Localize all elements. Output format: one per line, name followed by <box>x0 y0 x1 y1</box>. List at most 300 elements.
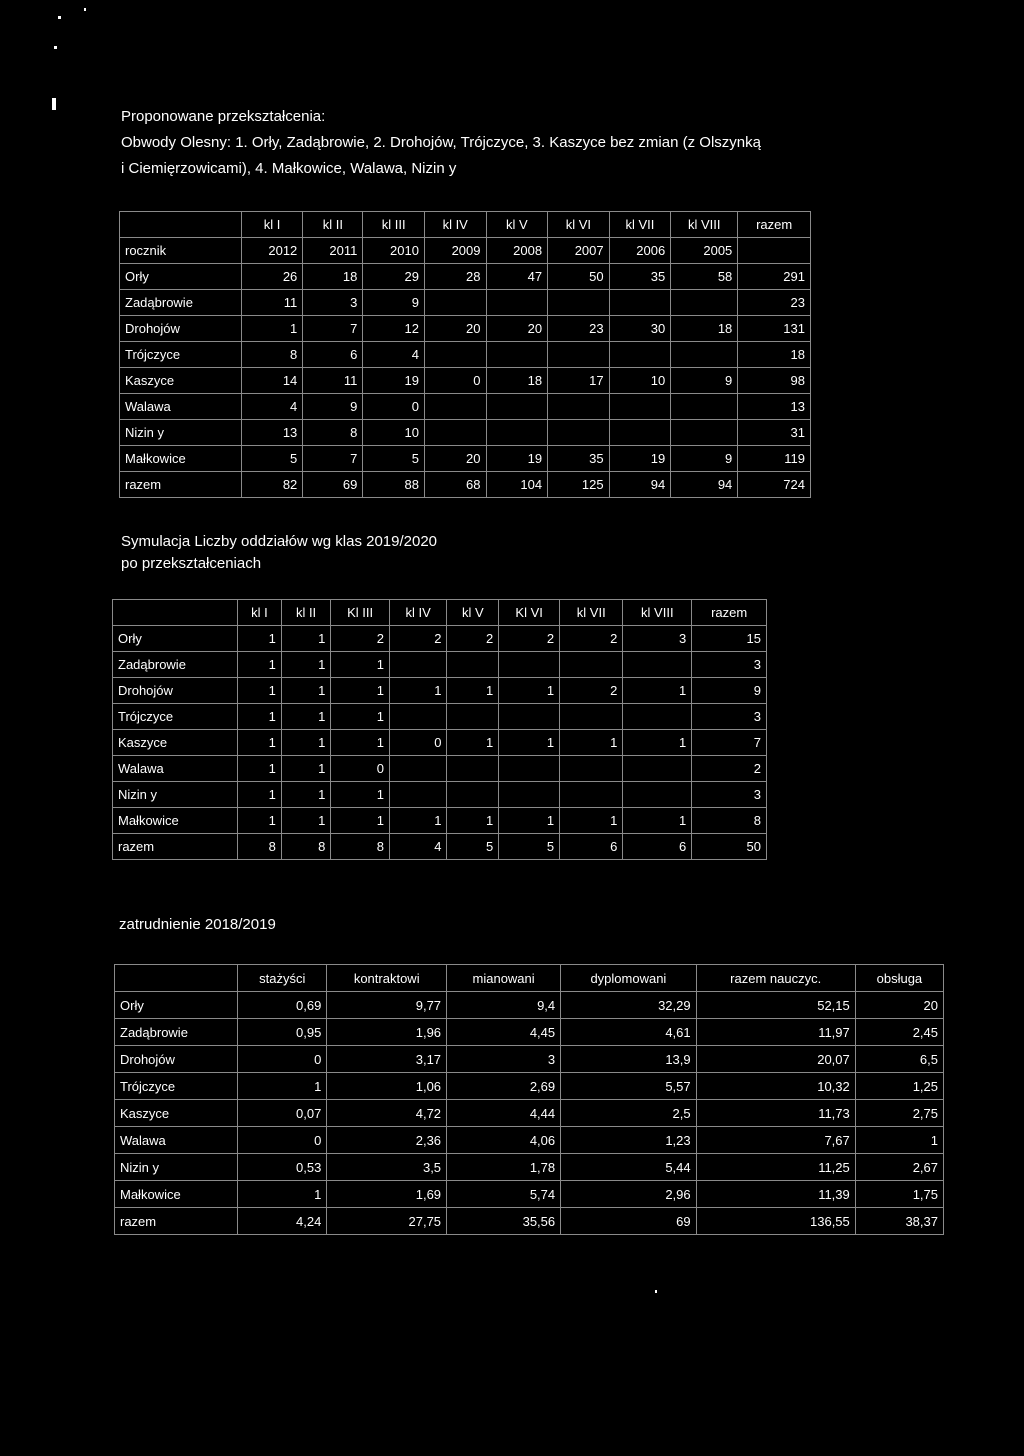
table-cell: 5 <box>447 834 499 860</box>
table-cell: 69 <box>303 472 363 498</box>
table-cell: 10 <box>609 368 671 394</box>
column-header <box>115 965 238 992</box>
simulation-caption-line-2: po przekształceniach <box>121 555 262 572</box>
column-header: kl VIII <box>623 600 692 626</box>
table-row <box>120 342 811 368</box>
table-row <box>120 368 811 394</box>
table-cell: 2 <box>389 626 447 652</box>
table-row <box>113 704 767 730</box>
table-cell <box>623 756 692 782</box>
table-cell <box>671 394 738 420</box>
table-row <box>113 782 767 808</box>
table-cell <box>609 342 671 368</box>
table-cell <box>499 704 560 730</box>
table-cell: 20 <box>424 446 486 472</box>
table-cell: 23 <box>738 290 811 316</box>
table-cell <box>623 782 692 808</box>
row-label: Drohojów <box>120 316 242 342</box>
table-cell: 2,36 <box>327 1127 447 1154</box>
table-cell: 26 <box>241 264 303 290</box>
intro-line-1: Obwody Olesny: 1. Orły, Zadąbrowie, 2. Drohojów, Trójczyce, 3. Kaszyce bez zmian (z Olszynką <box>121 134 761 151</box>
table-cell: 1 <box>241 316 303 342</box>
scan-speck <box>655 1290 657 1293</box>
table-cell: 8 <box>692 808 767 834</box>
table-cell: 1 <box>447 678 499 704</box>
row-label: Orły <box>115 992 238 1019</box>
table-cell <box>486 290 548 316</box>
table-cell: 1 <box>281 626 330 652</box>
table-cell: 104 <box>486 472 548 498</box>
table-cell: 32,29 <box>561 992 696 1019</box>
row-label: Kaszyce <box>120 368 242 394</box>
table-cell <box>499 756 560 782</box>
table-cell: 1 <box>623 808 692 834</box>
table-cell: 19 <box>363 368 425 394</box>
table-cell: 0,69 <box>238 992 327 1019</box>
row-label: Małkowice <box>115 1181 238 1208</box>
table-cell: 13 <box>738 394 811 420</box>
table-row <box>113 626 767 652</box>
table-cell: 1,75 <box>855 1181 943 1208</box>
table-cell: 1,23 <box>561 1127 696 1154</box>
table-cell <box>424 342 486 368</box>
table-row <box>120 394 811 420</box>
table-cell: 18 <box>303 264 363 290</box>
column-header <box>113 600 238 626</box>
table-cell: 8 <box>281 834 330 860</box>
table-cell: 3 <box>692 652 767 678</box>
table-cell: 31 <box>738 420 811 446</box>
table-cell: 2008 <box>486 238 548 264</box>
table-cell: 3 <box>692 782 767 808</box>
intro-text <box>121 104 921 182</box>
table-row <box>113 834 767 860</box>
table-cell: 2006 <box>609 238 671 264</box>
table-cell: 6,5 <box>855 1046 943 1073</box>
table-cell: 3,17 <box>327 1046 447 1073</box>
table-row <box>115 992 944 1019</box>
table-cell: 1,69 <box>327 1181 447 1208</box>
table-cell: 2 <box>560 626 623 652</box>
table-cell <box>447 652 499 678</box>
table-cell: 2 <box>560 678 623 704</box>
table-cell: 13 <box>241 420 303 446</box>
table-cell: 4,24 <box>238 1208 327 1235</box>
intro-line-2: i Ciemięrzowicami), 4. Małkowice, Walawa, Nizin y <box>121 160 457 177</box>
table-cell: 1 <box>389 678 447 704</box>
table-cell: 2,5 <box>561 1100 696 1127</box>
table-row <box>120 290 811 316</box>
table-cell <box>447 756 499 782</box>
row-label: Nizin y <box>113 782 238 808</box>
table-header-row <box>115 965 944 992</box>
table-cell: 2,69 <box>447 1073 561 1100</box>
row-label: Małkowice <box>120 446 242 472</box>
table-cell: 28 <box>424 264 486 290</box>
table-row <box>113 808 767 834</box>
table-cell: 1 <box>238 1073 327 1100</box>
table-cell: 8 <box>303 420 363 446</box>
table-cell: 50 <box>548 264 610 290</box>
table-cell <box>486 394 548 420</box>
row-label: razem <box>115 1208 238 1235</box>
table-cell: 8 <box>331 834 390 860</box>
table-cell <box>560 704 623 730</box>
table-cell: 0,53 <box>238 1154 327 1181</box>
column-header: kl I <box>238 600 282 626</box>
table-row <box>115 1208 944 1235</box>
table-cell: 1 <box>499 808 560 834</box>
table-cell: 1 <box>238 730 282 756</box>
table-cell: 1 <box>281 808 330 834</box>
table-cell: 6 <box>303 342 363 368</box>
table-cell <box>389 652 447 678</box>
table-cell: 5 <box>499 834 560 860</box>
table-cell <box>486 342 548 368</box>
table-cell: 1 <box>238 756 282 782</box>
table-cell: 1 <box>238 678 282 704</box>
row-label: Orły <box>113 626 238 652</box>
row-label: Kaszyce <box>115 1100 238 1127</box>
row-label: Małkowice <box>113 808 238 834</box>
table-row <box>115 1100 944 1127</box>
row-label: Walawa <box>120 394 242 420</box>
column-header: razem <box>692 600 767 626</box>
table-cell: 3 <box>447 1046 561 1073</box>
table-cell <box>609 290 671 316</box>
table-cell: 724 <box>738 472 811 498</box>
table-cell: 2,96 <box>561 1181 696 1208</box>
column-header: razem nauczyc. <box>696 965 855 992</box>
table-cell: 5,44 <box>561 1154 696 1181</box>
table-cell: 19 <box>486 446 548 472</box>
table-cell: 1,25 <box>855 1073 943 1100</box>
table-cell: 4 <box>389 834 447 860</box>
table-row <box>113 756 767 782</box>
table-cell: 2010 <box>363 238 425 264</box>
table-cell <box>389 704 447 730</box>
table-cell: 9 <box>303 394 363 420</box>
students-by-class-table <box>119 211 811 498</box>
column-header: dyplomowani <box>561 965 696 992</box>
table-cell: 1 <box>560 808 623 834</box>
table-row <box>113 678 767 704</box>
simulation-caption-line-1: Symulacja Liczby oddziałów wg klas 2019/2020 <box>121 533 438 550</box>
table-cell <box>389 782 447 808</box>
table-cell: 9,4 <box>447 992 561 1019</box>
table-row <box>115 1181 944 1208</box>
column-header: kl II <box>303 212 363 238</box>
table-cell <box>738 238 811 264</box>
row-label: Kaszyce <box>113 730 238 756</box>
table-cell: 1 <box>281 704 330 730</box>
column-header: kl I <box>241 212 303 238</box>
table-cell: 1 <box>499 730 560 756</box>
row-label: Trójczyce <box>113 704 238 730</box>
row-label: rocznik <box>120 238 242 264</box>
table-cell: 3 <box>692 704 767 730</box>
table-row <box>120 316 811 342</box>
table-cell: 94 <box>609 472 671 498</box>
table-cell: 1 <box>331 704 390 730</box>
table-cell <box>424 394 486 420</box>
table-cell: 11,25 <box>696 1154 855 1181</box>
table-cell: 9 <box>671 368 738 394</box>
table-cell: 7 <box>303 446 363 472</box>
table-cell: 1 <box>499 678 560 704</box>
table-cell: 7,67 <box>696 1127 855 1154</box>
table-cell: 11,73 <box>696 1100 855 1127</box>
table-cell: 2 <box>692 756 767 782</box>
row-label: Walawa <box>115 1127 238 1154</box>
table-cell: 69 <box>561 1208 696 1235</box>
table-cell: 15 <box>692 626 767 652</box>
row-label: Nizin y <box>115 1154 238 1181</box>
table-cell: 1 <box>560 730 623 756</box>
table-cell: 1,06 <box>327 1073 447 1100</box>
table-cell: 94 <box>671 472 738 498</box>
table-cell: 1 <box>238 1181 327 1208</box>
table-cell: 1 <box>281 782 330 808</box>
table-cell: 0 <box>238 1046 327 1073</box>
table-cell <box>424 290 486 316</box>
column-header: stażyści <box>238 965 327 992</box>
table-cell: 1 <box>281 756 330 782</box>
table-cell: 38,37 <box>855 1208 943 1235</box>
table-cell: 4 <box>241 394 303 420</box>
table-cell <box>671 342 738 368</box>
table-cell <box>486 420 548 446</box>
table-header-row <box>120 212 811 238</box>
table-cell: 2007 <box>548 238 610 264</box>
column-header: kl II <box>281 600 330 626</box>
table-cell: 98 <box>738 368 811 394</box>
table-cell: 125 <box>548 472 610 498</box>
table-cell: 58 <box>671 264 738 290</box>
table-cell: 12 <box>363 316 425 342</box>
table-cell: 1 <box>238 808 282 834</box>
table-cell: 8 <box>241 342 303 368</box>
row-label: Drohojów <box>115 1046 238 1073</box>
table-cell: 2005 <box>671 238 738 264</box>
table-cell: 3,5 <box>327 1154 447 1181</box>
table-row <box>115 1154 944 1181</box>
table-cell: 1 <box>281 678 330 704</box>
table-cell: 0 <box>424 368 486 394</box>
employment-caption: zatrudnienie 2018/2019 <box>119 916 276 933</box>
table-cell: 27,75 <box>327 1208 447 1235</box>
table-cell: 1 <box>623 730 692 756</box>
table-cell: 1 <box>331 678 390 704</box>
row-label: Trójczyce <box>120 342 242 368</box>
table-cell: 18 <box>486 368 548 394</box>
table-row <box>120 446 811 472</box>
scan-speck <box>52 98 56 110</box>
table-cell: 20 <box>424 316 486 342</box>
table-cell: 1 <box>281 652 330 678</box>
table-cell: 1 <box>238 704 282 730</box>
table-cell: 1 <box>623 678 692 704</box>
table-cell: 1 <box>447 730 499 756</box>
table-cell <box>499 652 560 678</box>
table-cell: 1 <box>331 652 390 678</box>
table-cell: 4,45 <box>447 1019 561 1046</box>
table-cell: 82 <box>241 472 303 498</box>
table-cell: 11 <box>241 290 303 316</box>
table-cell: 9 <box>692 678 767 704</box>
table-cell <box>424 420 486 446</box>
column-header: kl V <box>447 600 499 626</box>
table-cell <box>560 652 623 678</box>
table-cell: 4,72 <box>327 1100 447 1127</box>
table-cell: 17 <box>548 368 610 394</box>
table-cell <box>671 420 738 446</box>
table-cell: 4,61 <box>561 1019 696 1046</box>
column-header: kl IV <box>424 212 486 238</box>
table-cell: 4,06 <box>447 1127 561 1154</box>
table-cell: 47 <box>486 264 548 290</box>
table-row <box>115 1127 944 1154</box>
table-cell: 5 <box>241 446 303 472</box>
table-cell: 88 <box>363 472 425 498</box>
table-cell: 0,07 <box>238 1100 327 1127</box>
table-cell: 6 <box>560 834 623 860</box>
table-cell <box>548 342 610 368</box>
intro-title: Proponowane przekształcenia: <box>121 108 326 125</box>
table-cell: 2011 <box>303 238 363 264</box>
table-cell <box>548 394 610 420</box>
table-cell: 23 <box>548 316 610 342</box>
table-row <box>120 420 811 446</box>
table-cell: 2009 <box>424 238 486 264</box>
table-cell: 6 <box>623 834 692 860</box>
table-cell: 19 <box>609 446 671 472</box>
table-cell: 9 <box>363 290 425 316</box>
table-row <box>113 730 767 756</box>
table-cell: 5,74 <box>447 1181 561 1208</box>
table-cell <box>548 290 610 316</box>
table-cell: 1 <box>855 1127 943 1154</box>
table-cell: 136,55 <box>696 1208 855 1235</box>
column-header <box>120 212 242 238</box>
table-cell: 35,56 <box>447 1208 561 1235</box>
table-cell: 0 <box>363 394 425 420</box>
table-cell: 52,15 <box>696 992 855 1019</box>
table-cell: 20,07 <box>696 1046 855 1073</box>
table-cell: 9 <box>671 446 738 472</box>
table-row <box>115 1073 944 1100</box>
table-cell: 5 <box>363 446 425 472</box>
row-label: Orły <box>120 264 242 290</box>
table-cell: 13,9 <box>561 1046 696 1073</box>
table-cell: 30 <box>609 316 671 342</box>
column-header: Kl VI <box>499 600 560 626</box>
table-cell: 35 <box>609 264 671 290</box>
table-cell: 3 <box>303 290 363 316</box>
table-cell: 2,45 <box>855 1019 943 1046</box>
row-label: Zadąbrowie <box>120 290 242 316</box>
table-header-row <box>113 600 767 626</box>
table-cell: 11 <box>303 368 363 394</box>
column-header: kl VII <box>560 600 623 626</box>
table-row <box>113 652 767 678</box>
table-cell <box>389 756 447 782</box>
table-cell <box>548 420 610 446</box>
table-cell: 18 <box>738 342 811 368</box>
table-cell: 1 <box>281 730 330 756</box>
row-label: Drohojów <box>113 678 238 704</box>
table-cell: 0 <box>331 756 390 782</box>
table-cell: 1 <box>389 808 447 834</box>
column-header: kl VII <box>609 212 671 238</box>
row-label: Zadąbrowie <box>113 652 238 678</box>
table-cell <box>447 704 499 730</box>
table-cell <box>623 704 692 730</box>
table-cell: 1 <box>331 730 390 756</box>
table-cell: 2012 <box>241 238 303 264</box>
table-cell: 50 <box>692 834 767 860</box>
table-row <box>115 1046 944 1073</box>
row-label: Nizin y <box>120 420 242 446</box>
row-label: razem <box>120 472 242 498</box>
table-cell: 1 <box>331 808 390 834</box>
table-cell <box>560 782 623 808</box>
table-cell: 1 <box>331 782 390 808</box>
row-label: razem <box>113 834 238 860</box>
table-cell: 4,44 <box>447 1100 561 1127</box>
column-header: mianowani <box>447 965 561 992</box>
table-row <box>120 238 811 264</box>
table-cell: 3 <box>623 626 692 652</box>
table-cell: 0 <box>238 1127 327 1154</box>
simulation-caption <box>121 531 437 575</box>
column-header: kl V <box>486 212 548 238</box>
table-cell: 14 <box>241 368 303 394</box>
table-cell <box>560 756 623 782</box>
table-cell <box>499 782 560 808</box>
table-cell: 0 <box>389 730 447 756</box>
table-cell: 0,95 <box>238 1019 327 1046</box>
table-cell: 1 <box>238 626 282 652</box>
column-header: kontraktowi <box>327 965 447 992</box>
table-cell <box>671 290 738 316</box>
column-header: razem <box>738 212 811 238</box>
table-cell: 1,78 <box>447 1154 561 1181</box>
table-cell: 2,67 <box>855 1154 943 1181</box>
table-cell: 35 <box>548 446 610 472</box>
table-row <box>120 264 811 290</box>
table-cell: 2,75 <box>855 1100 943 1127</box>
table-cell <box>623 652 692 678</box>
table-cell: 5,57 <box>561 1073 696 1100</box>
table-cell: 7 <box>692 730 767 756</box>
table-cell: 2 <box>499 626 560 652</box>
column-header: Kl III <box>331 600 390 626</box>
table-cell: 68 <box>424 472 486 498</box>
table-cell: 20 <box>855 992 943 1019</box>
table-cell: 131 <box>738 316 811 342</box>
table-cell: 11,97 <box>696 1019 855 1046</box>
scan-speck <box>54 46 57 49</box>
column-header: obsługa <box>855 965 943 992</box>
branches-simulation-table <box>112 599 767 860</box>
table-cell: 20 <box>486 316 548 342</box>
table-cell: 2 <box>331 626 390 652</box>
table-cell: 10,32 <box>696 1073 855 1100</box>
scan-speck <box>58 16 61 19</box>
table-row <box>115 1019 944 1046</box>
table-cell: 1 <box>238 782 282 808</box>
